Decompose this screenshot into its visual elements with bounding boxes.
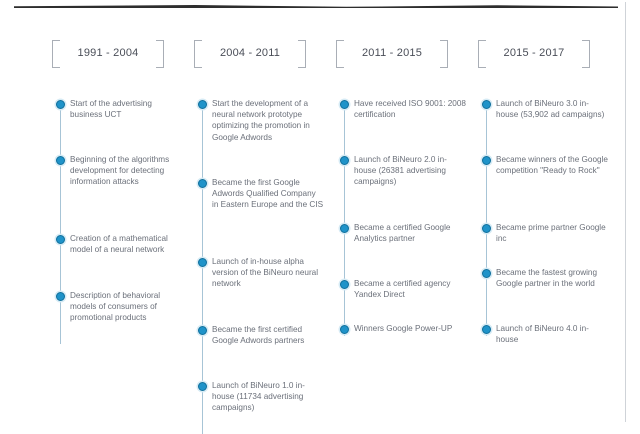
event-text: Launch of BiNeuro 4.0 in-house	[496, 324, 589, 345]
milestone-dot-icon	[482, 100, 491, 109]
event-text: Have received ISO 9001: 2008 certification	[354, 99, 466, 120]
period-label: 2004 - 2011	[219, 47, 281, 59]
event-text: Beginning of the algorithms development for detecting information attacks	[70, 155, 170, 187]
top-rule	[14, 5, 618, 8]
timeline-event	[478, 154, 614, 176]
event-text: Launch of BiNeuro 3.0 in-house (53,902 ad campaigns)	[496, 99, 605, 120]
timeline-event	[194, 324, 330, 346]
timeline-event	[194, 98, 330, 143]
event-text: Launch of BiNeuro 2.0 in-house (26381 advertising campaigns)	[354, 155, 447, 187]
event-text: Became a certified agency Yandex Direct	[354, 279, 451, 300]
bracket-right	[440, 40, 448, 68]
milestone-dot-icon	[482, 325, 491, 334]
milestone-dot-icon	[198, 382, 207, 391]
event-text: Became winners of the Google competition "Ready to Rock"	[496, 155, 608, 176]
period-header	[52, 40, 164, 66]
bracket-right	[298, 40, 306, 68]
event-text: Creation of a mathematical model of a neural network	[70, 234, 168, 255]
period-header	[336, 40, 448, 66]
bracket-right	[582, 40, 590, 68]
timeline-event	[194, 380, 330, 414]
timeline-event	[194, 177, 330, 211]
bracket-left	[478, 40, 486, 68]
timeline-event	[478, 222, 614, 244]
timeline-column-1	[52, 40, 188, 323]
event-text: Start the development of a neural network prototype optimizing the promotion in Google Adwords	[212, 99, 310, 142]
milestone-dot-icon	[340, 100, 349, 109]
timeline-event	[52, 154, 188, 188]
timeline-event	[336, 323, 472, 334]
timeline-event	[336, 222, 472, 244]
period-label: 2015 - 2017	[503, 47, 565, 59]
event-text: Became the first certified Google Adwords partners	[212, 325, 305, 346]
right-border	[625, 2, 626, 422]
timeline-event	[478, 323, 614, 345]
timeline-column-2	[194, 40, 330, 413]
timeline-event	[336, 98, 472, 120]
bracket-left	[336, 40, 344, 68]
timeline-line	[344, 104, 345, 336]
timeline-event	[52, 98, 188, 120]
milestone-dot-icon	[340, 280, 349, 289]
period-label: 1991 - 2004	[77, 47, 139, 59]
milestone-dot-icon	[482, 224, 491, 233]
milestone-dot-icon	[482, 156, 491, 165]
period-header	[194, 40, 306, 66]
milestone-dot-icon	[340, 224, 349, 233]
timeline-event	[336, 278, 472, 300]
event-text: Start of the advertising business UCT	[70, 99, 152, 120]
bracket-left	[194, 40, 202, 68]
milestone-dot-icon	[56, 235, 65, 244]
timeline-event	[478, 267, 614, 289]
timeline-event	[52, 290, 188, 324]
period-label: 2011 - 2015	[361, 47, 423, 59]
milestone-dot-icon	[340, 156, 349, 165]
event-text: Became a certified Google Analytics partner	[354, 223, 451, 244]
period-header	[478, 40, 590, 66]
milestone-dot-icon	[482, 269, 491, 278]
event-text: Description of behavioral models of consumers of promotional products	[70, 291, 161, 323]
timeline-column-4	[478, 40, 614, 345]
bracket-left	[52, 40, 60, 68]
event-text: Launch of in-house alpha version of the BiNeuro neural network	[212, 257, 319, 289]
milestone-dot-icon	[340, 325, 349, 334]
timeline-line	[486, 104, 487, 336]
milestone-dot-icon	[56, 156, 65, 165]
milestone-dot-icon	[56, 292, 65, 301]
milestone-dot-icon	[56, 100, 65, 109]
event-text: Became the fastest growing Google partner in the world	[496, 268, 598, 289]
milestone-dot-icon	[198, 326, 207, 335]
milestone-dot-icon	[198, 179, 207, 188]
timeline-event	[336, 154, 472, 188]
event-text: Winners Google Power-UP	[354, 324, 453, 333]
timeline-event	[478, 98, 614, 120]
timeline-column-3	[336, 40, 472, 333]
milestone-dot-icon	[198, 100, 207, 109]
event-text: Launch of BiNeuro 1.0 in-house (11734 advertising campaigns)	[212, 381, 305, 413]
bracket-right	[156, 40, 164, 68]
timeline-event	[194, 256, 330, 290]
timeline-event	[52, 233, 188, 255]
milestone-dot-icon	[198, 258, 207, 267]
event-text: Became prime partner Google inc	[496, 223, 606, 244]
event-text: Became the first Google Adwords Qualified Company in Eastern Europe and the CIS	[212, 178, 324, 210]
